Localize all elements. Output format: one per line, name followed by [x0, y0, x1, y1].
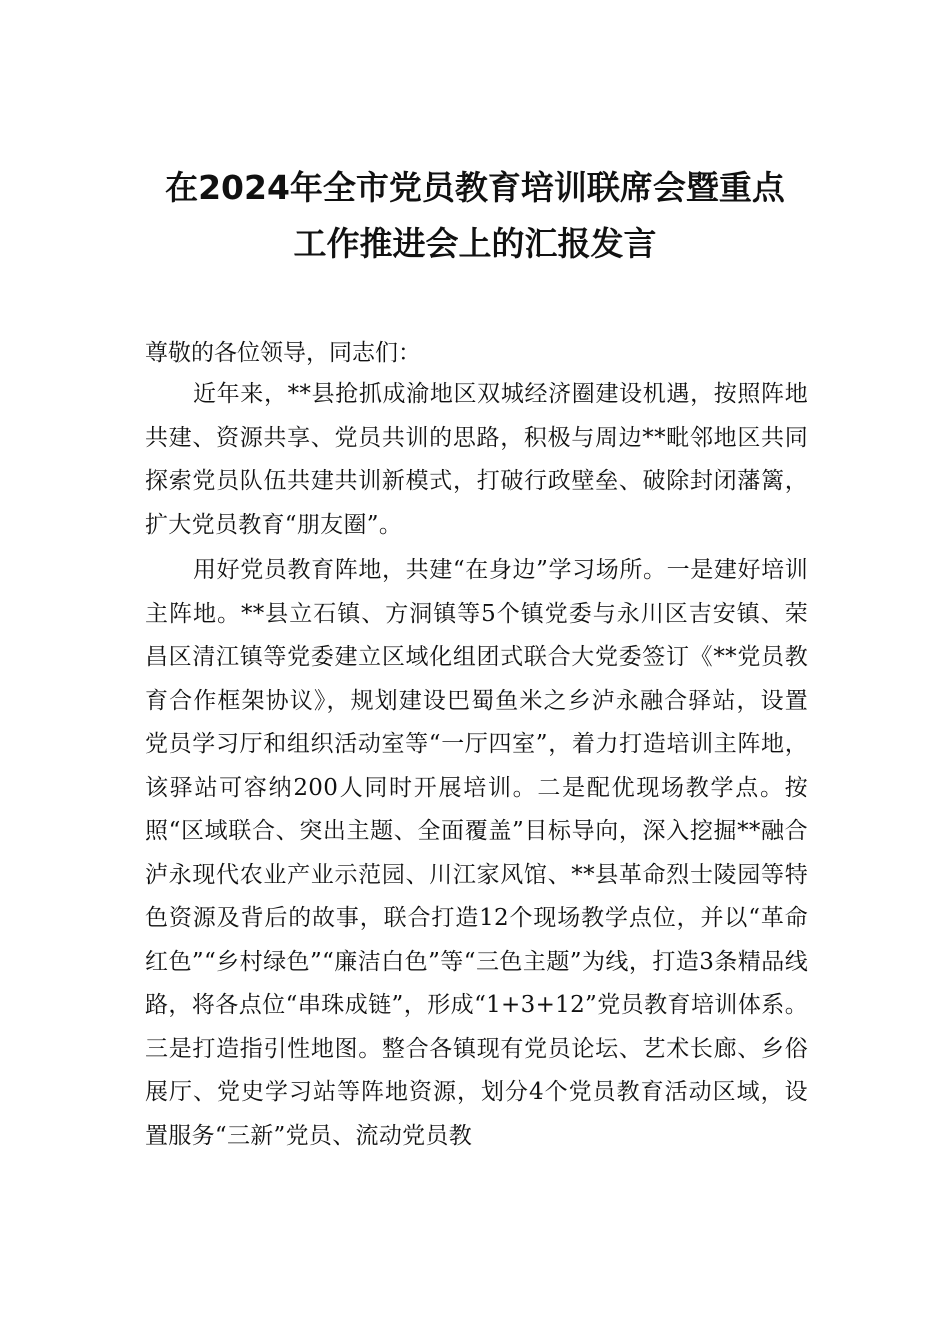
title-line-1: 在2024年全市党员教育培训联席会暨重点 [165, 168, 785, 207]
title-line-2: 工作推进会上的汇报发言 [293, 224, 657, 263]
document-body [145, 373, 808, 1158]
paragraph-position: 用好党员教育阵地，共建“在身边”学习场所。一是建好培训主阵地。**县立石镇、方洞镇等5个镇党委与永川区吉安镇、荣昌区清江镇等党委建立区域化组团式联合大党委签订《**党员教育合作框架协议》，规划建设巴蜀鱼米之乡泸永融合驿站，设置党员学习厅和组织活动室等“一厅四室”，着力打造培训主阵地，该驿站可容纳200人同时开展培训。二是配优现场教学点。按照“区域联合、突出主题、全面覆盖”目标导向，深入挖掘**融合泸永现代农业产业示范园、川江家风馆、**县革命烈士陵园等特色资源及背后的故事，联合打造12个现场教学点位，并以“革命红色”“乡村绿色”“廉洁白色”等“三色主题”为线，打造3条精品线路，将各点位“串珠成链”，形成“1+3+12”党员教育培训体系。三是打造指引性地图。整合各镇现有党员论坛、艺术长廊、乡俗展厅、党史学习站等阵地资源，划分4个党员教育活动区域，设置服务“三新”党员、流动党员教 [145, 557, 808, 1149]
document-title [120, 160, 830, 272]
salutation: 尊敬的各位领导，同志们： [145, 340, 421, 366]
paragraph-intro: 近年来，**县抢抓成渝地区双城经济圈建设机遇，按照阵地共建、资源共享、党员共训的思路，积极与周边**毗邻地区共同探索党员队伍共建共训新模式，打破行政壁垒、破除封闭藩篱，扩大党员教育“朋友圈”。 [145, 381, 808, 538]
